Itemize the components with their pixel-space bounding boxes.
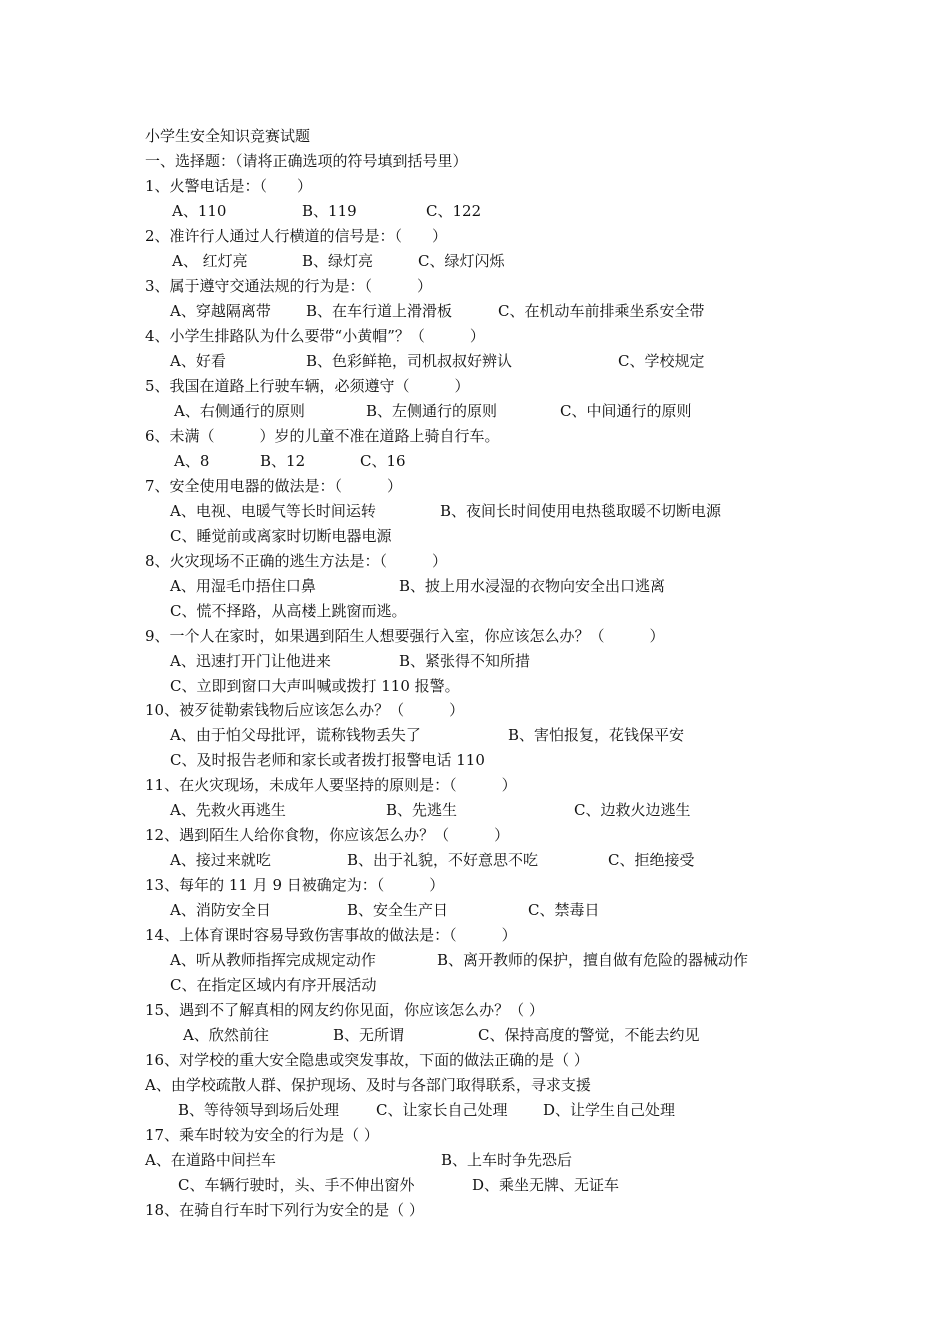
option-row bbox=[0, 1025, 950, 1045]
option-row bbox=[0, 1100, 950, 1120]
option: A、迅速打开门让他进来 bbox=[170, 652, 331, 670]
option: B、出于礼貌，不好意思不吃 bbox=[347, 851, 539, 869]
option: A、由于怕父母批评，谎称钱物丢失了 bbox=[170, 726, 421, 744]
option: C、及时报告老师和家长或者拨打报警电话 110 bbox=[170, 751, 485, 769]
option: B、等待领导到场后处理 bbox=[178, 1101, 340, 1119]
option: B、色彩鲜艳，司机叔叔好辨认 bbox=[306, 352, 513, 370]
option: C、122 bbox=[426, 202, 482, 220]
option-row bbox=[0, 800, 950, 820]
option: B、先逃生 bbox=[386, 801, 458, 819]
question-stem: 15、遇到不了解真相的网友约你见面，你应该怎么办？（ ） bbox=[145, 1001, 544, 1019]
question-stem: 3、属于遵守交通法规的行为是：（ ） bbox=[145, 277, 433, 295]
option: A、110 bbox=[172, 202, 227, 220]
option-row bbox=[0, 1150, 950, 1170]
option: C、拒绝接受 bbox=[608, 851, 695, 869]
option: A、欣然前往 bbox=[183, 1026, 269, 1044]
question-stem: 18、在骑自行车时下列行为安全的是（ ） bbox=[145, 1201, 424, 1219]
option: D、让学生自己处理 bbox=[543, 1101, 676, 1119]
option-row bbox=[0, 501, 950, 521]
option: A、右侧通行的原则 bbox=[174, 402, 305, 420]
option-row bbox=[0, 1175, 950, 1195]
question-stem: 6、未满（ ）岁的儿童不准在道路上骑自行车。 bbox=[145, 427, 500, 445]
option: B、披上用水浸湿的衣物向安全出口逃离 bbox=[399, 577, 666, 595]
option: B、安全生产日 bbox=[347, 901, 449, 919]
question-stem: 7、安全使用电器的做法是：（ ） bbox=[145, 477, 403, 495]
option: C、学校规定 bbox=[618, 352, 705, 370]
option: B、12 bbox=[260, 452, 306, 470]
option: A、由学校疏散人群、保护现场、及时与各部门取得联系，寻求支援 bbox=[145, 1076, 591, 1094]
option: A、在道路中间拦车 bbox=[145, 1151, 276, 1169]
option: A、先救火再逃生 bbox=[170, 801, 286, 819]
question-stem: 12、遇到陌生人给你食物，你应该怎么办？（ ） bbox=[145, 826, 510, 844]
option: B、上车时争先恐后 bbox=[441, 1151, 573, 1169]
option: C、让家长自己处理 bbox=[376, 1101, 508, 1119]
question-stem: 4、小学生排路队为什么要带“小黄帽”？（ ） bbox=[145, 327, 485, 345]
question-stem: 10、被歹徒勒索钱物后应该怎么办？（ ） bbox=[145, 701, 465, 719]
question-stem: 8、火灾现场不正确的逃生方法是：（ ） bbox=[145, 552, 448, 570]
question-stem: 9、一个人在家时，如果遇到陌生人想要强行入室，你应该怎么办？（ ） bbox=[145, 627, 665, 645]
question-stem: 16、对学校的重大安全隐患或突发事故，下面的做法正确的是（ ） bbox=[145, 1051, 589, 1069]
option: C、中间通行的原则 bbox=[560, 402, 692, 420]
option: C、边救火边逃生 bbox=[574, 801, 691, 819]
option: B、夜间长时间使用电热毯取暖不切断电源 bbox=[440, 502, 722, 520]
option: A、用湿毛巾捂住口鼻 bbox=[170, 577, 316, 595]
option-row bbox=[0, 351, 950, 371]
option: C、慌不择路，从高楼上跳窗而逃。 bbox=[170, 602, 407, 620]
question-stem: 14、上体育课时容易导致伤害事故的做法是：（ ） bbox=[145, 926, 517, 944]
option: C、睡觉前或离家时切断电器电源 bbox=[170, 527, 392, 545]
option: B、在车行道上滑滑板 bbox=[306, 302, 453, 320]
question-stem: 11、在火灾现场，未成年人要坚持的原则是：（ ） bbox=[145, 776, 517, 794]
option: B、紧张得不知所措 bbox=[399, 652, 531, 670]
page-title: 小学生安全知识竞赛试题 bbox=[145, 127, 311, 145]
option-row bbox=[0, 201, 950, 221]
option: B、左侧通行的原则 bbox=[366, 402, 498, 420]
option: A、8 bbox=[174, 452, 210, 470]
option: D、乘坐无牌、无证车 bbox=[472, 1176, 620, 1194]
question-stem: 13、每年的 11 月 9 日被确定为：（ ） bbox=[145, 876, 445, 894]
option: C、车辆行驶时，头、手不伸出窗外 bbox=[178, 1176, 415, 1194]
option-row bbox=[0, 850, 950, 870]
option: B、119 bbox=[302, 202, 357, 220]
question-stem: 2、准许行人通过人行横道的信号是：（ ） bbox=[145, 227, 448, 245]
option: C、立即到窗口大声叫喊或拨打 110 报警。 bbox=[170, 677, 460, 695]
option: A、接过来就吃 bbox=[170, 851, 271, 869]
option: A、好看 bbox=[170, 352, 226, 370]
option-row bbox=[0, 950, 950, 970]
option-row bbox=[0, 725, 950, 745]
question-stem: 1、火警电话是：（ ） bbox=[145, 177, 313, 195]
option: B、无所谓 bbox=[333, 1026, 405, 1044]
option: C、禁毒日 bbox=[528, 901, 600, 919]
option-row bbox=[0, 651, 950, 671]
option: A、消防安全日 bbox=[170, 901, 271, 919]
option-row bbox=[0, 900, 950, 920]
option-row bbox=[0, 576, 950, 596]
option: C、在指定区域内有序开展活动 bbox=[170, 976, 377, 994]
question-stem: 17、乘车时较为安全的行为是（ ） bbox=[145, 1126, 379, 1144]
option: A、电视、电暖气等长时间运转 bbox=[170, 502, 376, 520]
option-row bbox=[0, 401, 950, 421]
option: C、16 bbox=[360, 452, 406, 470]
option-row bbox=[0, 451, 950, 471]
option: B、绿灯亮 bbox=[302, 252, 374, 270]
option: B、害怕报复，花钱保平安 bbox=[508, 726, 685, 744]
option-row bbox=[0, 301, 950, 321]
option: C、保持高度的警觉，不能去约见 bbox=[478, 1026, 700, 1044]
option: C、绿灯闪烁 bbox=[418, 252, 505, 270]
section-heading: 一、选择题：（请将正确选项的符号填到括号里） bbox=[145, 152, 468, 170]
option: A、 红灯亮 bbox=[172, 252, 248, 270]
option: C、在机动车前排乘坐系安全带 bbox=[498, 302, 705, 320]
question-stem: 5、我国在道路上行驶车辆，必须遵守（ ） bbox=[145, 377, 470, 395]
option: A、穿越隔离带 bbox=[170, 302, 271, 320]
option: B、离开教师的保护，擅自做有危险的器械动作 bbox=[437, 951, 749, 969]
option-row bbox=[0, 251, 950, 271]
option: A、听从教师指挥完成规定动作 bbox=[170, 951, 376, 969]
